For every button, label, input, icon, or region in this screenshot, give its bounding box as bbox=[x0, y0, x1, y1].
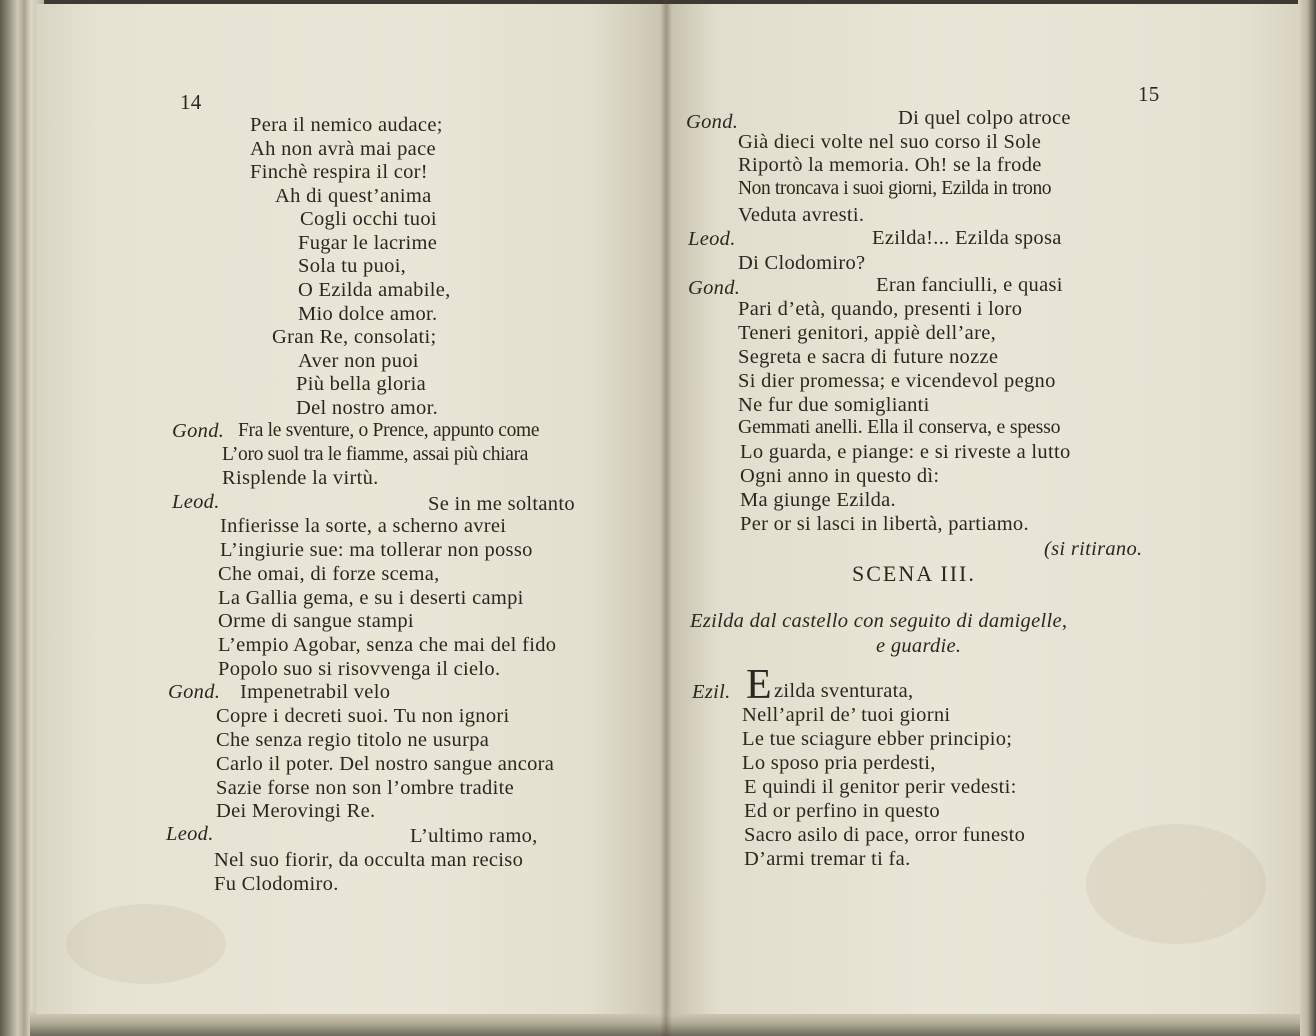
book-edge-right bbox=[1298, 0, 1316, 1036]
verse-line: Carlo il poter. Del nostro sangue ancora bbox=[216, 753, 555, 775]
verse-line: La Gallia gema, e su i deserti campi bbox=[218, 587, 524, 609]
verse-line: Più bella gloria bbox=[296, 373, 427, 395]
verse-line: Ezilda!... Ezilda sposa bbox=[872, 227, 1062, 249]
verse-line: Ma giunge Ezilda. bbox=[740, 489, 896, 511]
verse-line: Popolo suo si risovvenga il cielo. bbox=[218, 658, 501, 680]
speaker-label: Leod. bbox=[166, 823, 214, 845]
verse-line: Non troncava i suoi giorni, Ezilda in trono bbox=[738, 178, 1052, 199]
verse-line: zilda sventurata, bbox=[774, 680, 914, 702]
verse-line: Ah di quest’anima bbox=[275, 185, 432, 207]
verse-line: Ogni anno in questo dì: bbox=[740, 465, 940, 487]
verse-line: Gemmati anelli. Ella il conserva, e spesso bbox=[738, 416, 1061, 438]
verse-line: Cogli occhi tuoi bbox=[300, 208, 437, 230]
page-number-left: 14 bbox=[180, 90, 202, 114]
verse-line: Fu Clodomiro. bbox=[214, 873, 339, 895]
verse-line: Orme di sangue stampi bbox=[218, 610, 414, 632]
drop-initial: E bbox=[746, 662, 772, 708]
speaker-label: Leod. bbox=[688, 228, 736, 250]
stage-direction: (si ritirano. bbox=[1044, 538, 1143, 560]
verse-line: Impenetrabil velo bbox=[240, 681, 391, 703]
verse-line: Nell’april de’ tuoi giorni bbox=[742, 704, 951, 726]
speaker-label: Gond. bbox=[686, 111, 739, 133]
verse-line: D’armi tremar ti fa. bbox=[744, 848, 911, 870]
verse-line: Fra le sventure, o Prence, appunto come bbox=[238, 420, 540, 441]
verse-line: Che senza regio titolo ne usurpa bbox=[216, 729, 490, 751]
speaker-label: Gond. bbox=[168, 681, 221, 703]
verse-line: Ah non avrà mai pace bbox=[250, 138, 436, 160]
verse-line: Pera il nemico audace; bbox=[250, 114, 443, 136]
verse-line: Finchè respira il cor! bbox=[250, 161, 428, 183]
speaker-label: Leod. bbox=[172, 491, 220, 513]
speaker-label: Gond. bbox=[688, 277, 741, 299]
verse-line: L’ingiurie sue: ma tollerar non posso bbox=[220, 539, 533, 561]
verse-line: Copre i decreti suoi. Tu non ignori bbox=[216, 705, 510, 727]
verse-line: Veduta avresti. bbox=[738, 204, 865, 226]
verse-line: Eran fanciulli, e quasi bbox=[876, 274, 1063, 296]
verse-line: Sacro asilo di pace, orror funesto bbox=[744, 824, 1026, 846]
book-gutter bbox=[660, 0, 672, 1036]
scene-description-line: e guardie. bbox=[876, 635, 962, 657]
verse-line: Nel suo fiorir, da occulta man reciso bbox=[214, 849, 524, 871]
verse-line: Lo guarda, e piange: e si riveste a lutto bbox=[740, 441, 1071, 463]
verse-line: Di quel colpo atroce bbox=[898, 107, 1071, 129]
verse-line: Già dieci volte nel suo corso il Sole bbox=[738, 131, 1042, 153]
verse-line: Si dier promessa; e vicendevol pegno bbox=[738, 370, 1056, 392]
verse-line: Mio dolce amor. bbox=[298, 303, 438, 325]
verse-line: O Ezilda amabile, bbox=[298, 279, 451, 301]
verse-line: E quindi il genitor perir vedesti: bbox=[744, 776, 1017, 798]
verse-line: Dei Merovingi Re. bbox=[216, 800, 376, 822]
verse-line: Per or si lasci in libertà, partiamo. bbox=[740, 513, 1029, 535]
verse-line: Fugar le lacrime bbox=[298, 232, 438, 254]
verse-line: Lo sposo pria perdesti, bbox=[742, 752, 936, 774]
verse-line: Risplende la virtù. bbox=[222, 467, 379, 489]
verse-line: Gran Re, consolati; bbox=[272, 326, 437, 348]
verse-line: Di Clodomiro? bbox=[738, 252, 866, 274]
verse-line: Le tue sciagure ebber principio; bbox=[742, 728, 1013, 750]
verse-line: Se in me soltanto bbox=[428, 493, 575, 515]
scene-title: SCENA III. bbox=[852, 561, 976, 586]
page-number-right: 15 bbox=[1138, 82, 1160, 106]
verse-line: L’ultimo ramo, bbox=[410, 825, 538, 847]
verse-line: Teneri genitori, appiè dell’are, bbox=[738, 322, 997, 344]
verse-line: Ne fur due somiglianti bbox=[738, 394, 930, 416]
scene-description-line: Ezilda dal castello con seguito di damigelle, bbox=[690, 610, 1068, 632]
verse-line: Ed or perfino in questo bbox=[744, 800, 940, 822]
verse-line: L’empio Agobar, senza che mai del fido bbox=[218, 634, 557, 656]
verse-line: Infierisse la sorte, a scherno avrei bbox=[220, 515, 507, 537]
verse-line: Aver non puoi bbox=[298, 350, 419, 372]
verse-line: Sazie forse non son l’ombre tradite bbox=[216, 777, 514, 799]
verse-line: L’oro suol tra le fiamme, assai più chiara bbox=[222, 444, 529, 465]
speaker-label: Gond. bbox=[172, 420, 225, 442]
verse-line: Segreta e sacra di future nozze bbox=[738, 346, 999, 368]
verse-line: Pari d’età, quando, presenti i loro bbox=[738, 298, 1023, 320]
verse-line: Del nostro amor. bbox=[296, 397, 439, 419]
verse-line: Che omai, di forze scema, bbox=[218, 563, 440, 585]
verse-line: Riportò la memoria. Oh! se la frode bbox=[738, 154, 1042, 176]
verse-line: Sola tu puoi, bbox=[298, 255, 407, 277]
speaker-label: Ezil. bbox=[692, 681, 731, 703]
